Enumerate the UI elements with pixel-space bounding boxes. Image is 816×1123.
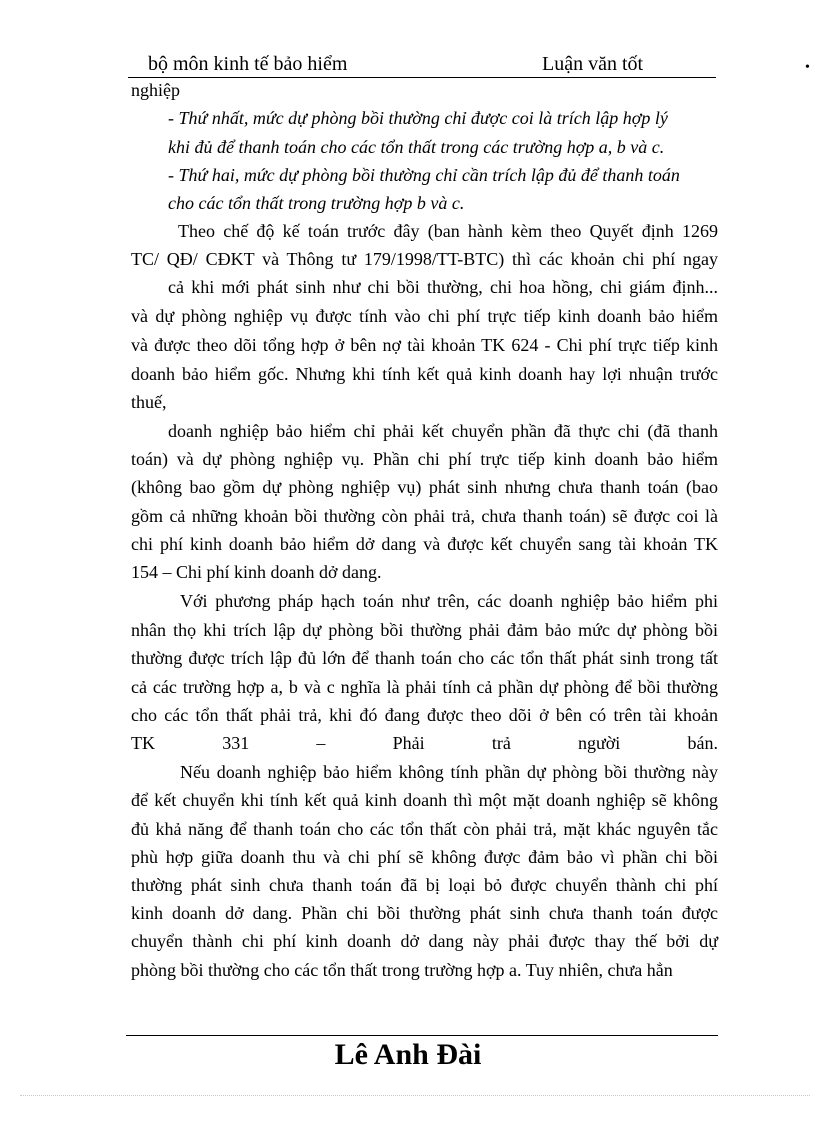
body-line: TC/ QĐ/ CĐKT và Thông tư 179/1998/TT-BTC) thì các khoản chi phí ngay [131,249,718,269]
body-line: và được theo dõi tổng hợp ở bên nợ tài khoản TK 624 - Chi phí trực tiếp kinh [131,335,718,355]
body-line: chuyển thành chi phí kinh doanh dở dang này phải được thay thế bởi dự [131,931,718,951]
body-line: phòng bồi thường cho các tổn thất trong trường hợp a. Tuy nhiên, chưa hẳn [131,960,673,980]
header-thesis-title: Luận văn tốt [542,53,644,75]
page-bottom-border [20,1095,810,1096]
body-line: đủ khả năng để thanh toán cho các tổn thất còn phải trả, mặt khác nguyên tắc [131,819,718,839]
body-line: Với phương pháp hạch toán như trên, các doanh nghiệp bảo hiểm phi [180,591,718,611]
edge-mark: • [805,60,810,75]
body-line: phù hợp giữa doanh thu và chi phí sẽ không được đảm bảo vì phần chi bồi [131,847,718,867]
body-line: gồm cả những khoản bồi thường còn phải trả, chưa thanh toán) sẽ được coi là [131,506,718,526]
body-line: doanh nghiệp bảo hiểm chỉ phải kết chuyển phần đã thực chi (đã thanh [168,421,718,441]
header-department: bộ môn kinh tế bảo hiểm [148,53,348,75]
body-line: và dự phòng nghiệp vụ được tính vào chi phí trực tiếp kinh doanh bảo hiểm [131,306,718,326]
italic-line: khi đủ để thanh toán cho các tổn thất trong các trường hợp a, b và c. [168,137,665,157]
body-line: doanh bảo hiểm gốc. Nhưng khi tính kết quả kinh doanh hay lợi nhuận trước [131,364,718,384]
italic-line: - Thứ hai, mức dự phòng bồi thường chỉ cần trích lập đủ để thanh toán [168,165,680,185]
body-line: nhân thọ khi trích lập dự phòng bồi thường phải đảm bảo mức dự phòng bồi [131,620,718,640]
italic-line: - Thứ nhất, mức dự phòng bồi thường chỉ được coi là trích lập hợp lý [168,108,668,128]
body-line: cả khi mới phát sinh như chi bồi thường, chi hoa hồng, chi giám định... [168,277,718,297]
body-line: toán) và dự phòng nghiệp vụ. Phần chi phí trực tiếp kinh doanh bảo hiểm [131,449,718,469]
footer-rule [126,1035,718,1036]
footer-author: Lê Anh Đài [334,1038,482,1071]
body-line: để kết chuyển khi tính kết quả kinh doanh thì một mặt doanh nghiệp sẽ không [131,790,718,810]
body-line: (không bao gồm dự phòng nghiệp vụ) phát sinh nhưng chưa thanh toán (bao [131,477,718,497]
header-rule [128,77,716,78]
body-line: thuế, [131,392,167,412]
body-line: TK 331 – Phải trả người bán. [131,733,718,753]
body-line: chi phí kinh doanh bảo hiểm dở dang và được kết chuyển sang tài khoản TK [131,534,718,554]
header-continuation: nghiệp [131,80,180,100]
body-line: 154 – Chi phí kinh doanh dở dang. [131,562,382,582]
body-line: Nếu doanh nghiệp bảo hiểm không tính phần dự phòng bồi thường này [180,762,718,782]
body-line: thường được trích lập đủ lớn để thanh toán cho các tổn thất phát sinh trong tất [131,648,718,668]
italic-line: cho các tổn thất trong trường hợp b và c. [168,193,465,213]
body-line: Theo chế độ kế toán trước đây (ban hành kèm theo Quyết định 1269 [178,221,718,241]
body-line: cho các tổn thất phải trả, khi đó đang được theo dõi ở bên có trên tài khoản [131,705,718,725]
body-line: cả các trường hợp a, b và c nghĩa là phải tính cả phần dự phòng để bồi thường [131,677,718,697]
body-line: thường phát sinh chưa thanh toán đã bị loại bỏ được chuyển thành chi phí [131,875,718,895]
body-line: kinh doanh dở dang. Phần chi bồi thường phát sinh chưa thanh toán được [131,903,718,923]
